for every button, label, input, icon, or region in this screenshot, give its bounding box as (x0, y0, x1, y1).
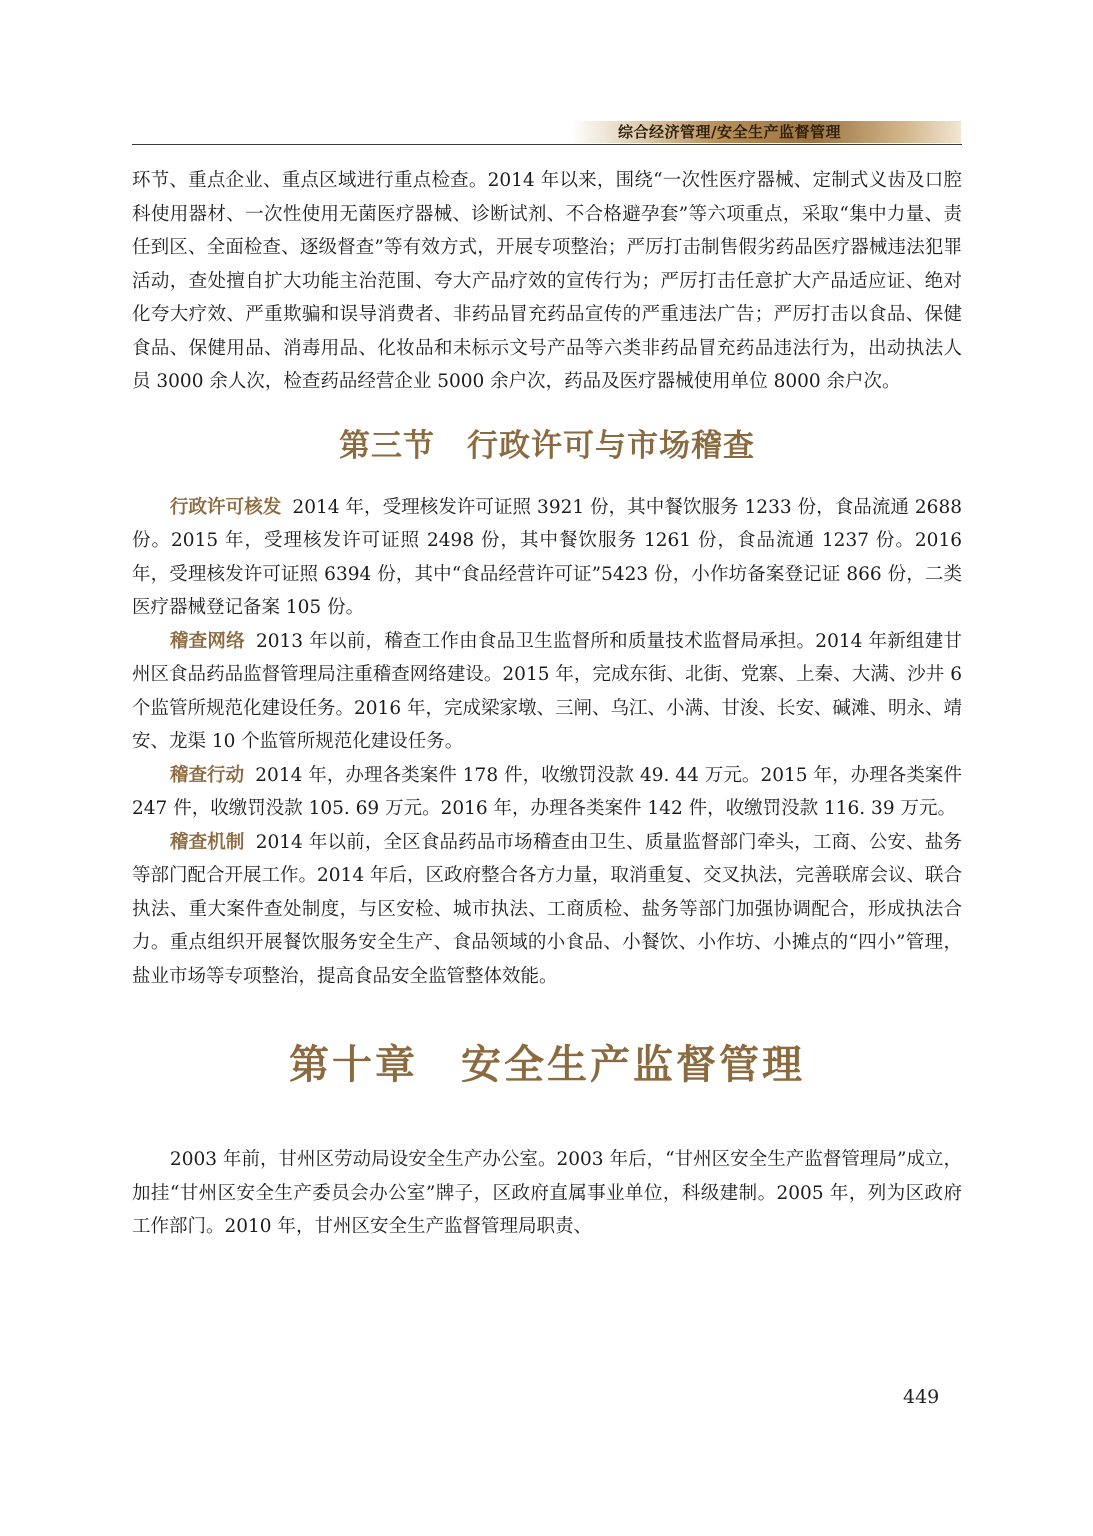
entry-term: 稽查行动 (169, 764, 245, 786)
page-content (132, 164, 962, 1244)
entry-text: 2013 年以前，稽查工作由食品卫生监督所和质量技术监督局承担。2014 年新组建甘州区食品药品监督管理局注重稽查网络建设。2015 年，完成东街、北街、党寨、上秦、大满、沙井 6 个监管所规范化建设任务。2016 年，完成梁家墩、三闸、乌江、小满、甘浚、长安、碱滩、明永、靖安、龙渠 10 个监管所规范化建设任务。 (132, 630, 962, 752)
header-rule (132, 144, 962, 145)
running-header-title: 综合经济管理/安全生产监督管理 (618, 123, 841, 141)
entry-text: 2014 年，受理核发许可证照 3921 份，其中餐饮服务 1233 份，食品流通 2688 份。2015 年，受理核发许可证照 2498 份，其中餐饮服务 1261 份，食品流通 1237 份。2016 年，受理核发许可证照 6394 份，其中“食品经营许可证”5423 份，小作坊备案登记证 866 份，二类医疗器械登记备案 105 份。 (132, 496, 962, 618)
entry-paragraph (132, 759, 962, 826)
entry-term: 稽查机制 (169, 831, 245, 853)
entry-text: 2014 年，办理各类案件 178 件，收缴罚没款 49. 44 万元。2015 年，办理各类案件 247 件，收缴罚没款 105. 69 万元。2016 年，办理各类案件 142 件，收缴罚没款 116. 39 万元。 (132, 764, 962, 819)
page-number: 449 (903, 1386, 940, 1408)
section-title: 第三节 行政许可与市场稽查 (339, 427, 755, 464)
entry-paragraph (132, 826, 962, 994)
entry-text: 2014 年以前，全区食品药品市场稽查由卫生、质量监督部门牵头，工商、公安、盐务等部门配合开展工作。2014 年后，区政府整合各方力量，取消重复、交叉执法，完善联席会议、联合执法、重大案件查处制度，与区安检、城市执法、工商质检、盐务等部门加强协调配合，形成执法合力。重点组织开展餐饮服务安全生产、食品领域的小食品、小餐饮、小作坊、小摊点的“四小”管理，盐业市场等专项整治，提高食品安全监管整体效能。 (132, 831, 962, 987)
paragraph-continued: 环节、重点企业、重点区域进行重点检查。2014 年以来，围绕“一次性医疗器械、定制式义齿及口腔科使用器材、一次性使用无菌医疗器械、诊断试剂、不合格避孕套”等六项重点，采取“集中力量、责任到区、全面检查、逐级督查”等有效方式，开展专项整治；严厉打击制售假劣药品医疗器械违法犯罪活动，查处擅自扩大功能主治范围、夸大产品疗效的宣传行为；严厉打击任意扩大产品适应证、绝对化夸大疗效、严重欺骗和误导消费者、非药品冒充药品宣传的严重违法广告；严厉打击以食品、保健食品、保健用品、消毒用品、化妆品和未标示文号产品等六类非药品冒充药品违法行为，出动执法人员 3000 余人次，检查药品经营企业 5000 余户次，药品及医疗器械使用单位 8000 余户次。 (132, 170, 962, 392)
entry-paragraph (132, 491, 962, 625)
chapter-intro-paragraph: 2003 年前，甘州区劳动局设安全生产办公室。2003 年后，“甘州区安全生产监督管理局”成立，加挂“甘州区安全生产委员会办公室”牌子，区政府直属事业单位，科级建制。2005 年，列为区政府工作部门。2010 年，甘州区安全生产监督管理局职责、 (132, 1149, 962, 1237)
chapter-title: 第十章 安全生产监督管理 (289, 1042, 805, 1088)
entry-term: 稽查网络 (169, 630, 245, 652)
entry-term: 行政许可核发 (169, 496, 282, 518)
entry-paragraph (132, 625, 962, 759)
